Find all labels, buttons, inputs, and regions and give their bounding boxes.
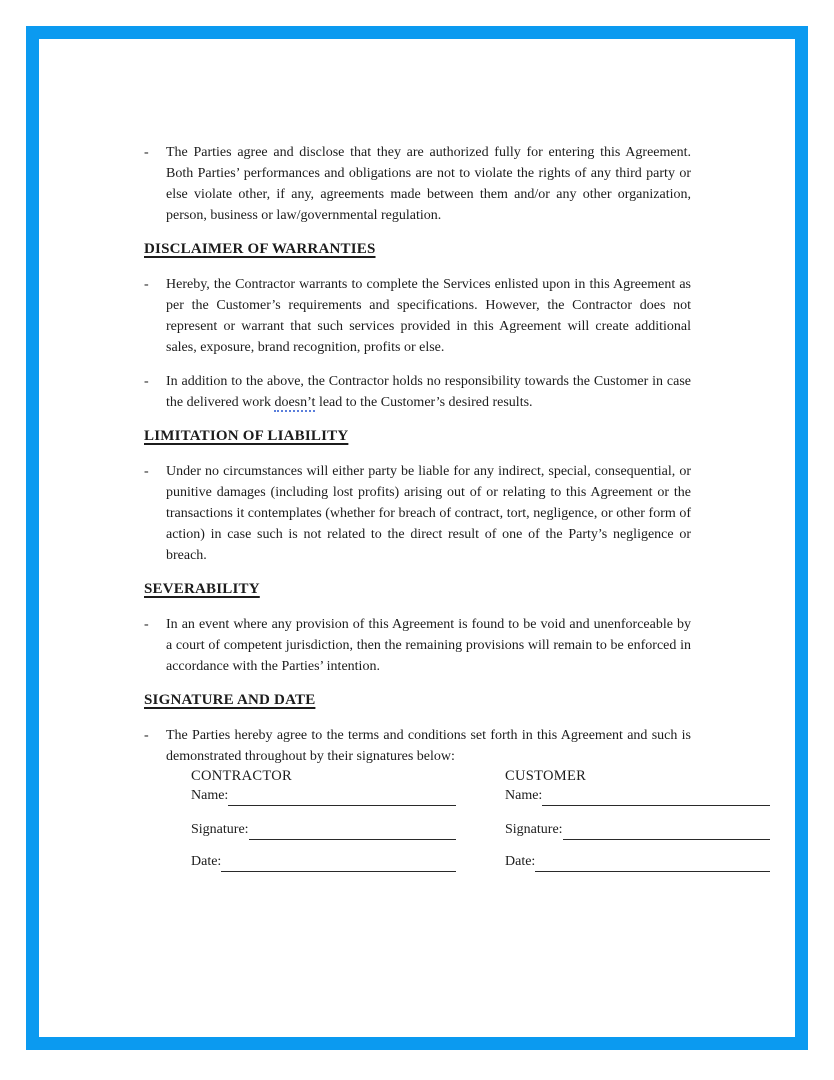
bullet-dash: -: [144, 617, 149, 632]
customer-name-label: Name:: [505, 788, 543, 803]
bullet-text: In an event where any provision of this Agreement is found to be void and unenforceable by a court of competent jurisdiction, then the remaining provisions will remain to be enforced in accordance with the Parties’ intention.: [166, 617, 691, 674]
customer-name-blank-line: [542, 789, 770, 806]
section-heading-severability: [144, 579, 691, 600]
bullet-dash: -: [144, 728, 149, 743]
section-heading-text: SIGNATURE AND DATE: [144, 692, 316, 708]
customer-date-row: [505, 852, 770, 872]
page-border-frame: [26, 26, 808, 1050]
bullet-item: [144, 725, 691, 767]
section-heading-disclaimer-of-warranties: [144, 239, 691, 260]
bullet-dash: -: [144, 464, 149, 479]
contractor-signature-column: [191, 766, 456, 872]
bullet-dash: -: [144, 374, 149, 389]
document-content: [78, 78, 756, 994]
section-heading-text: SEVERABILITY: [144, 581, 260, 597]
bullet-text-post: lead to the Customer’s desired results.: [315, 395, 533, 410]
bullet-text: [166, 371, 691, 413]
contractor-date-row: [191, 852, 456, 872]
intro-bullet-item: [144, 142, 691, 226]
customer-signature-label: Signature:: [505, 822, 563, 837]
section-heading-text: DISCLAIMER OF WARRANTIES: [144, 241, 376, 257]
contractor-date-blank-line: [221, 855, 456, 872]
contractor-title: CONTRACTOR: [191, 768, 293, 784]
spellcheck-marked-word: doesn’t: [274, 395, 316, 410]
bullet-text: Under no circumstances will either party be liable for any indirect, special, consequential, or punitive damages (including lost profits) arising out of or relating to this Agreement or the transactions it contemplates (whether for breach of contract, tort, negligence, or other form of action) in case such is not related to the direct result of one of the Party’s negligence or breach.: [166, 464, 691, 563]
bullet-text: Hereby, the Contractor warrants to complete the Services enlisted upon in this Agreement as per the Customer’s requirements and specifications. However, the Contractor does not represent or warrant that such services provided in this Agreement will create additional sales, exposure, brand recognition, profits or else.: [166, 277, 691, 355]
contractor-signature-blank-line: [249, 823, 456, 840]
contractor-date-label: Date:: [191, 854, 222, 869]
contractor-name-blank-line: [228, 789, 456, 806]
contractor-name-label: Name:: [191, 788, 229, 803]
signature-block: [191, 766, 770, 872]
section-heading-signature-and-date: [144, 690, 691, 711]
contractor-signature-label: Signature:: [191, 822, 249, 837]
contractor-signature-row: [191, 820, 456, 840]
customer-title: CUSTOMER: [505, 768, 587, 784]
customer-signature-column: [505, 766, 770, 872]
section-heading-text: LIMITATION OF LIABILITY: [144, 428, 349, 444]
section-heading-limitation-of-liability: [144, 426, 691, 447]
bullet-dash: -: [144, 277, 149, 292]
customer-signature-row: [505, 820, 770, 840]
bullet-item: [144, 614, 691, 677]
bullet-item: [144, 461, 691, 566]
customer-signature-blank-line: [563, 823, 770, 840]
customer-date-blank-line: [535, 855, 770, 872]
customer-name-row: [505, 786, 770, 806]
intro-bullet-text: The Parties agree and disclose that they are authorized fully for entering this Agreement. Both Parties’ performances and obligations are not to violate the rights of any third party or else violate other, if any, agreements made between them and/or any other organization, person, business or law/governmental regulation.: [166, 145, 691, 223]
customer-date-label: Date:: [505, 854, 536, 869]
bullet-dash: -: [144, 145, 149, 160]
bullet-text-pre: In addition to the above, the Contractor holds no responsibility towards the Customer in case the delivered work: [166, 374, 691, 410]
contractor-name-row: [191, 786, 456, 806]
bullet-item: [144, 274, 691, 358]
bullet-item: [144, 371, 691, 413]
bullet-text: The Parties hereby agree to the terms and conditions set forth in this Agreement and such is demonstrated throughout by their signatures below:: [166, 728, 691, 764]
